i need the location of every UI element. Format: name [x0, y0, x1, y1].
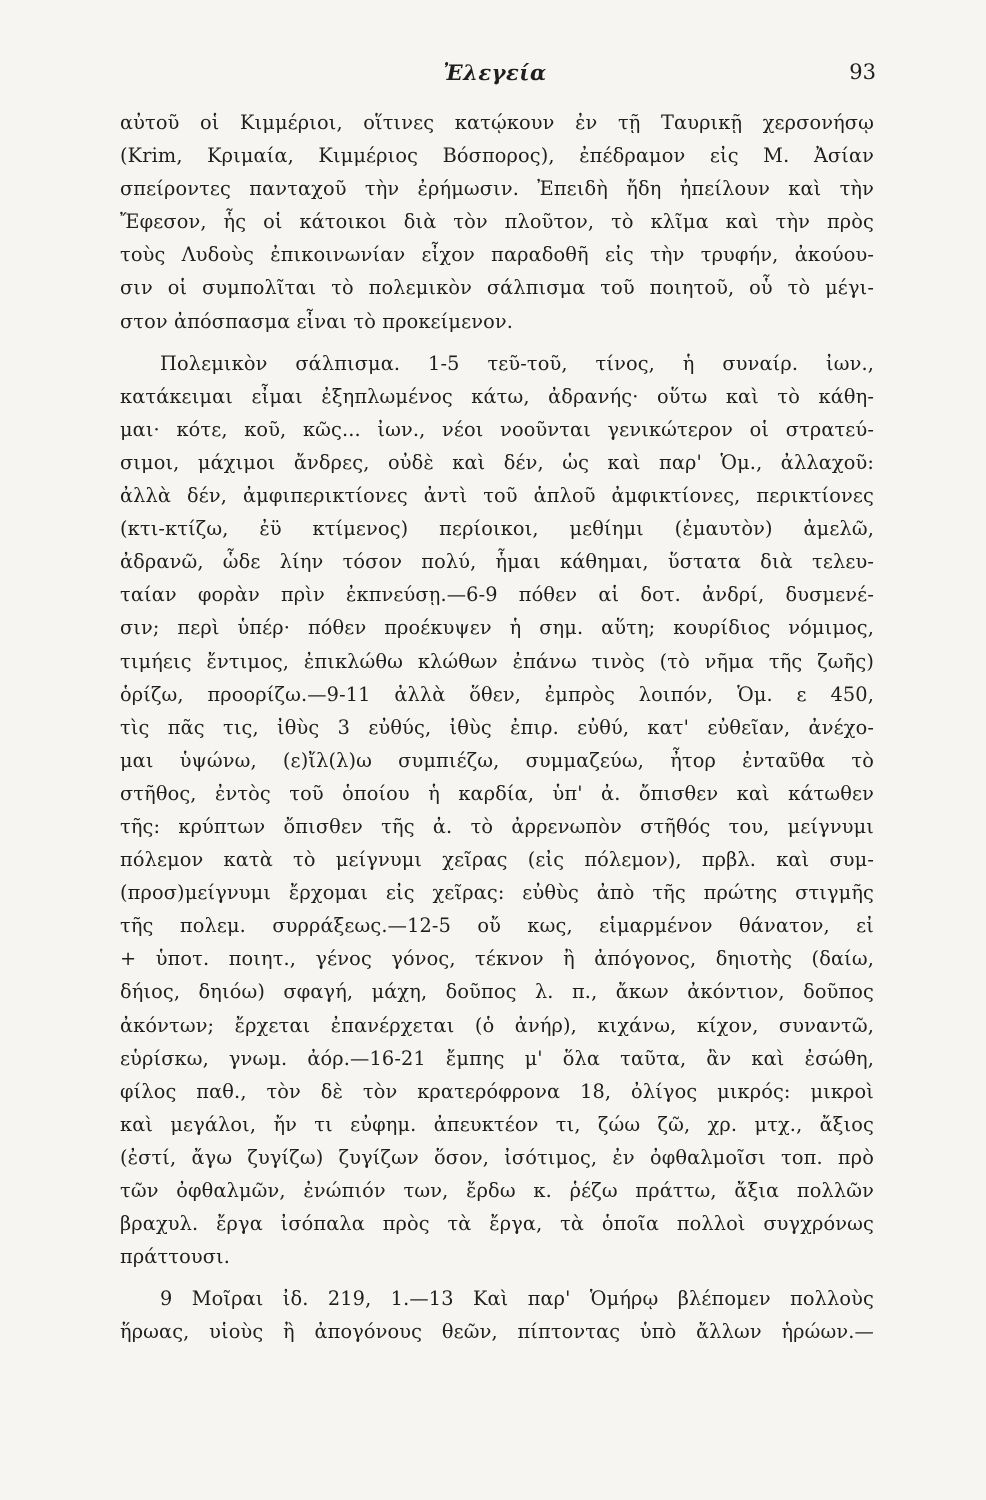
text-line: πράττουσι.	[120, 1245, 231, 1269]
text-line: τῆς: κρύπτων ὄπισθεν τῆς ἀ. τὸ ἀρρενωπὸν στῆθός του, μείγνυμι	[120, 814, 874, 838]
commentary-text	[120, 106, 874, 1348]
text-line: στῆθος, ἐντὸς τοῦ ὁποίου ἡ καρδία, ὑπ' ἀ. ὄπισθεν καὶ κάτωθεν	[120, 781, 874, 805]
text-line: ἥρωας, υἱοὺς ἢ ἀπογόνους θεῶν, πίπτοντας ὑπὸ ἄλλων ἡρώων.—	[120, 1320, 874, 1344]
text-line: αὐτοῦ οἱ Κιμμέριοι, οἵτινες κατῴκουν ἐν τῇ Ταυρικῇ χερσονήσῳ	[120, 111, 874, 134]
running-title: Ἐλεγεία	[443, 60, 547, 85]
page-number: 93	[849, 60, 876, 84]
text-line: (Krim, Κριμαία, Κιμμέριος Βόσπορος), ἐπέδραμον εἰς Μ. Ἀσίαν	[120, 144, 874, 168]
text-line: σιν; περὶ ὑπέρ· πόθεν προέκυψεν ἡ σημ. αὕτη; κουρίδιος νόμιμος,	[120, 616, 874, 640]
text-line: τῶν ὀφθαλμῶν, ἐνώπιόν των, ἔρδω κ. ῥέζω πράττω, ἄξια πολλῶν	[120, 1179, 874, 1202]
text-line: (προσ)μείγνυμι ἔρχομαι εἰς χεῖρας: εὐθὺς ἀπὸ τῆς πρώτης στιγμῆς	[120, 881, 874, 905]
text-line: ἀλλὰ δέν, ἀμφιπερικτίονες ἀντὶ τοῦ ἁπλοῦ ἀμφικτίονες, περικτίονες	[120, 484, 874, 508]
text-line: εὑρίσκω, γνωμ. ἀόρ.—16-21 ἔμπης μ' ὅλα ταῦτα, ἂν καὶ ἐσώθη,	[120, 1046, 874, 1070]
text-line: δήιος, δηιόω) σφαγή, μάχη, δοῦπος λ. π., ἄκων ἀκόντιον, δοῦπος	[120, 980, 874, 1004]
text-line: 9 Μοῖραι ἰδ. 219, 1.—13 Καὶ παρ' Ὁμήρῳ βλέπομεν πολλοὺς	[160, 1287, 874, 1311]
text-line: ἀκόντων; ἔρχεται ἐπανέρχεται (ὁ ἀνήρ), κιχάνω, κίχον, συναντῶ,	[120, 1013, 874, 1037]
text-line: καὶ μεγάλοι, ἤν τι εὐφημ. ἀπευκτέον τι, ζώω ζῶ, χρ. μτχ., ἄξιος	[120, 1112, 874, 1136]
text-line: πόλεμον κατὰ τὸ μείγνυμι χεῖρας (εἰς πόλεμον), πρβλ. καὶ συμ-	[120, 848, 874, 872]
text-line: σιμοι, μάχιμοι ἄνδρες, οὐδὲ καὶ δέν, ὡς καὶ παρ' Ὁμ., ἀλλαχοῦ:	[120, 450, 874, 474]
text-line: + ὑποτ. ποιητ., γένος γόνος, τέκνον ἢ ἀπόγονος, δηιοτὴς (δαίω,	[120, 947, 874, 971]
text-line: βραχυλ. ἔργα ἰσόπαλα πρὸς τὰ ἔργα, τὰ ὁποῖα πολλοὶ συγχρόνως	[120, 1212, 874, 1236]
text-line: ταίαν φορὰν πρὶν ἐκπνεύσῃ.—6-9 πόθεν αἱ δοτ. ἀνδρί, δυσμενέ-	[120, 583, 874, 607]
text-line: (ἐστί, ἄγω ζυγίζω) ζυγίζων ὅσον, ἰσότιμος, ἐν ὀφθαλμοῖσι τοπ. πρὸ	[120, 1145, 874, 1169]
text-line: φίλος παθ., τὸν δὲ τὸν κρατερόφρονα 18, ὀλίγος μικρός: μικροὶ	[120, 1079, 874, 1103]
text-line: τοὺς Λυδοὺς ἐπικοινωνίαν εἶχον παραδοθῆ εἰς τὴν τρυφήν, ἀκούου-	[120, 243, 874, 267]
text-line: μαι· κότε, κοῦ, κῶς... ἰων., νέοι νοοῦνται γενικώτερον οἱ στρατεύ-	[120, 417, 874, 441]
text-line: τιμήεις ἔντιμος, ἐπικλώθω κλώθων ἐπάνω τινὸς (τὸ νῆμα τῆς ζωῆς)	[120, 649, 874, 673]
text-line: ὁρίζω, προορίζω.—9-11 ἀλλὰ ὅθεν, ἐμπρὸς λοιπόν, Ὁμ. ε 450,	[120, 682, 874, 706]
text-line: Ἔφεσον, ἧς οἱ κάτοικοι διὰ τὸν πλοῦτον, τὸ κλῖμα καὶ τὴν πρὸς	[120, 210, 874, 234]
text-line: σπείροντες πανταχοῦ τὴν ἐρήμωσιν. Ἐπειδὴ ἤδη ἠπείλουν καὶ τὴν	[120, 177, 874, 201]
text-line: κατάκειμαι εἶμαι ἐξηπλωμένος κάτω, ἀδρανής· οὕτω καὶ τὸ κάθη-	[120, 384, 874, 408]
text-line: στον ἀπόσπασμα εἶναι τὸ προκείμενον.	[120, 309, 513, 333]
text-line: μαι ὑψώνω, (ε)ἴλ(λ)ω συμπιέζω, συμμαζεύω, ἦτορ ἐνταῦθα τὸ	[120, 748, 874, 772]
text-line: τῆς πολεμ. συρράξεως.—12-5 οὔ κως, εἱμαρμένον θάνατον, εἰ	[120, 914, 874, 938]
text-line: Πολεμικὸν σάλπισμα. 1-5 τεῦ-τοῦ, τίνος, ἡ συναίρ. ἰων.,	[160, 351, 874, 375]
page-header	[120, 60, 876, 92]
text-line: (κτι-κτίζω, ἐϋ κτίμενος) περίοικοι, μεθίημι (ἐμαυτὸν) ἀμελῶ,	[120, 517, 874, 541]
text-line: τὶς πᾶς τις, ἰθὺς 3 εὐθύς, ἰθὺς ἐπιρ. εὐθύ, κατ' εὐθεῖαν, ἀνέχο-	[120, 715, 874, 739]
text-line: σιν οἱ συμπολῖται τὸ πολεμικὸν σάλπισμα τοῦ ποιητοῦ, οὗ τὸ μέγι-	[120, 276, 874, 300]
text-line: ἀδρανῶ, ὧδε λίην τόσον πολύ, ἧμαι κάθημαι, ὕστατα διὰ τελευ-	[120, 550, 874, 574]
